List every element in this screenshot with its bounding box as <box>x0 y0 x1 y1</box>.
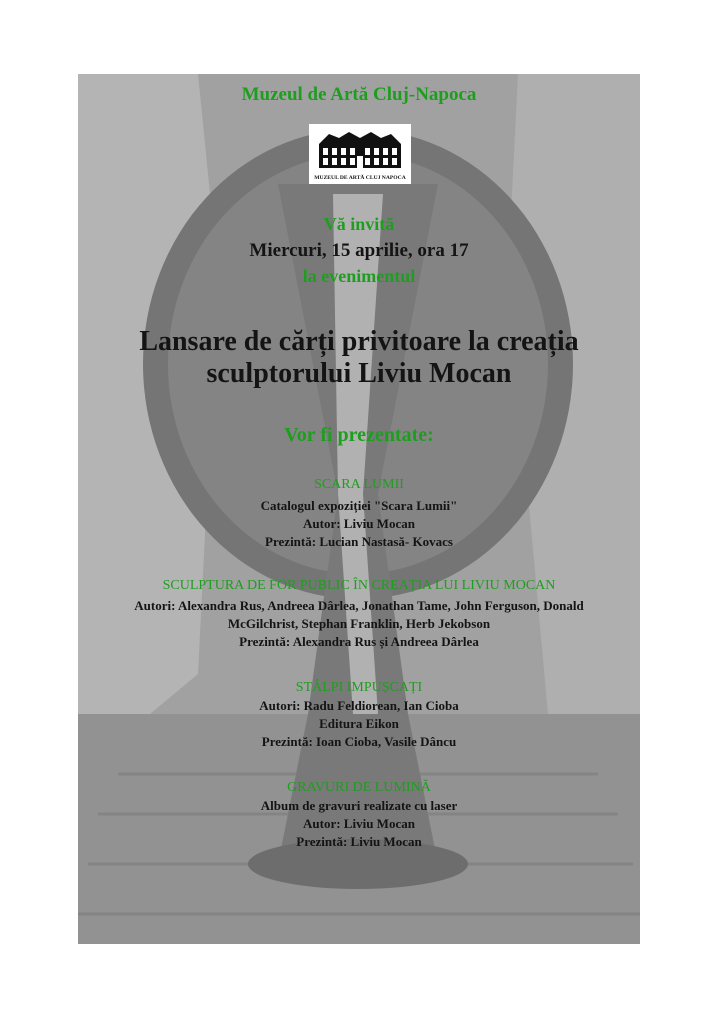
book-line: Editura Eikon <box>319 716 399 731</box>
book-line: Prezintă: Liviu Mocan <box>296 834 422 849</box>
event-label: la evenimentul <box>302 266 416 286</box>
book-title: SCARA LUMII <box>314 477 404 492</box>
museum-logo <box>309 124 411 184</box>
book-line: Catalogul expoziției "Scara Lumii" <box>260 498 458 513</box>
book-line: Autor: Liviu Mocan <box>303 516 415 531</box>
invite-line: Vă invită <box>323 214 395 234</box>
headline-line-1: Lansare de cărți privitoare la creația <box>139 326 579 357</box>
book-line: Album de gravuri realizate cu laser <box>260 798 458 813</box>
headline-line-2: sculptorului Liviu Mocan <box>206 358 512 389</box>
book-line: Autor: Liviu Mocan <box>303 816 415 831</box>
presented-label: Vor fi prezentate: <box>284 424 434 446</box>
logo-caption: MUZEUL DE ARTĂ CLUJ NAPOCA <box>314 175 406 181</box>
book-line: Prezintă: Ioan Cioba, Vasile Dâncu <box>261 734 457 749</box>
book-title: SCULPTURA DE FOR PUBLIC ÎN CREAȚIA LUI LIVIU MOCAN <box>162 578 556 593</box>
book-line: Prezintă: Lucian Nastasă- Kovacs <box>265 534 453 549</box>
book-line: Autori: Alexandra Rus, Andreea Dârlea, Jonathan Tame, John Ferguson, Donald <box>134 598 584 613</box>
book-title: STÂLPI IMPUȘCAȚI <box>295 680 423 695</box>
book-line: Autori: Radu Feldiorean, Ian Cioba <box>259 698 459 713</box>
book-line: Prezintă: Alexandra Rus și Andreea Dârlea <box>239 634 479 649</box>
book-line: McGilchrist, Stephan Franklin, Herb Jekobson <box>227 616 491 631</box>
book-title: GRAVURI DE LUMINĂ <box>287 780 431 795</box>
event-date: Miercuri, 15 aprilie, ora 17 <box>249 240 469 261</box>
poster <box>78 74 640 944</box>
event-headline <box>78 326 640 390</box>
poster-content <box>78 74 640 944</box>
museum-title: Muzeul de Artă Cluj-Napoca <box>241 84 477 105</box>
